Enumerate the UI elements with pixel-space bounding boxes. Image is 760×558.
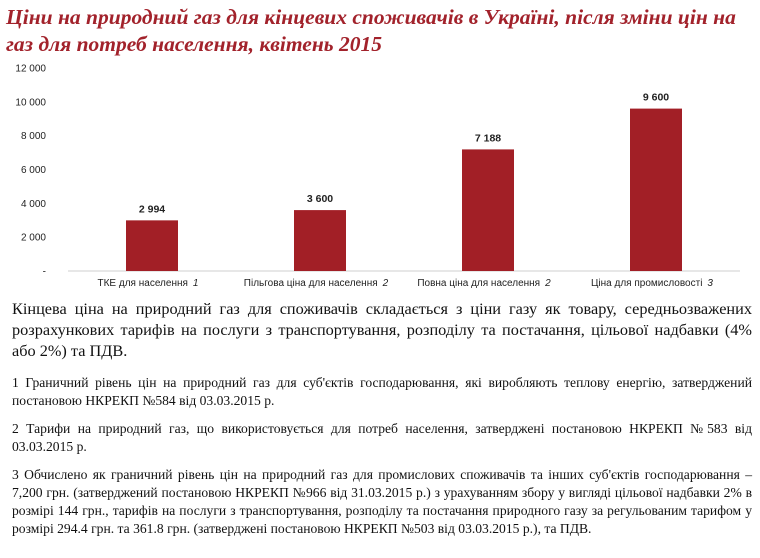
bar [294,210,346,271]
category-footnote-mark: 2 [382,278,389,289]
y-tick-label: 6 000 [20,165,46,176]
bar [462,149,514,271]
category-name: Повна ціна для населення [417,278,541,289]
footnote-1: 1 Граничний рівень цін на природний газ для суб'єктів господарювання, які виробляють теплову енергію, затверджений постановою НКРЕКП №584 від 03.03.2015 р. [12,375,752,408]
category-name: ТКЕ для населення [97,278,188,289]
x-category-label [591,278,713,289]
footnote-2: 2 Тарифи на природний газ, що використовується для потреб населення, затверджені постановою НКРЕКП №583 від 03.03.2015 р. [12,421,752,454]
bar [126,220,178,271]
chart-title: Ціни на природний газ для кінцевих споживачів в Україні, після зміни цін на газ для потреб населення, квітень 2015 [6,5,736,56]
y-tick-label: - [42,266,46,278]
bar-value-label: 3 600 [306,193,334,206]
y-axis [15,64,46,278]
description-paragraph: Кінцева ціна на природний газ для споживачів складається з ціни газу як товару, середньозважених розрахункових тарифів на послуги з транспортування, розподілу та постачання, цільової надбавки (4% або 2%) та ПДВ. [12,299,752,360]
x-category-label [244,278,389,289]
bar-value-label: 7 188 [474,132,502,145]
bar [630,109,682,271]
x-category-label [98,278,199,289]
bars [126,92,682,271]
y-tick-label: 4 000 [20,198,46,210]
bar-value-label: 9 600 [642,91,670,104]
category-name: Ціна для промисловості [591,278,703,289]
category-footnote-mark: 3 [707,278,713,289]
y-tick-label: 8 000 [20,131,46,143]
y-tick-label: 12 000 [15,63,46,75]
category-name: Пільгова ціна для населення [243,278,378,289]
bar-chart [0,56,760,294]
category-footnote-mark: 1 [192,278,199,289]
category-footnote-mark: 2 [545,278,551,289]
x-axis [98,278,714,289]
y-tick-label: 2 000 [20,232,46,244]
x-category-label [417,278,551,289]
y-tick-label: 10 000 [15,97,46,109]
footnote-3: 3 Обчислено як граничний рівень цін на природний газ для промислових споживачів та інших суб'єктів господарювання – 7,200 грн. (затверджений постановою НКРЕКП №966 від 31.03.2015 р.) з урахуванням збору у вигляді цільової надбавки 2% в розмірі 144 грн., тарифів на послуги з транспортування, розподілу та постачання природного газу за регульованим тарифом у розмірі 294.4 грн. та 361.8 грн. (затверджені постановою НКРЕКП №503 від 03.03.2015 р.), та ПДВ. [12,467,752,536]
bar-value-label: 2 994 [138,203,166,216]
